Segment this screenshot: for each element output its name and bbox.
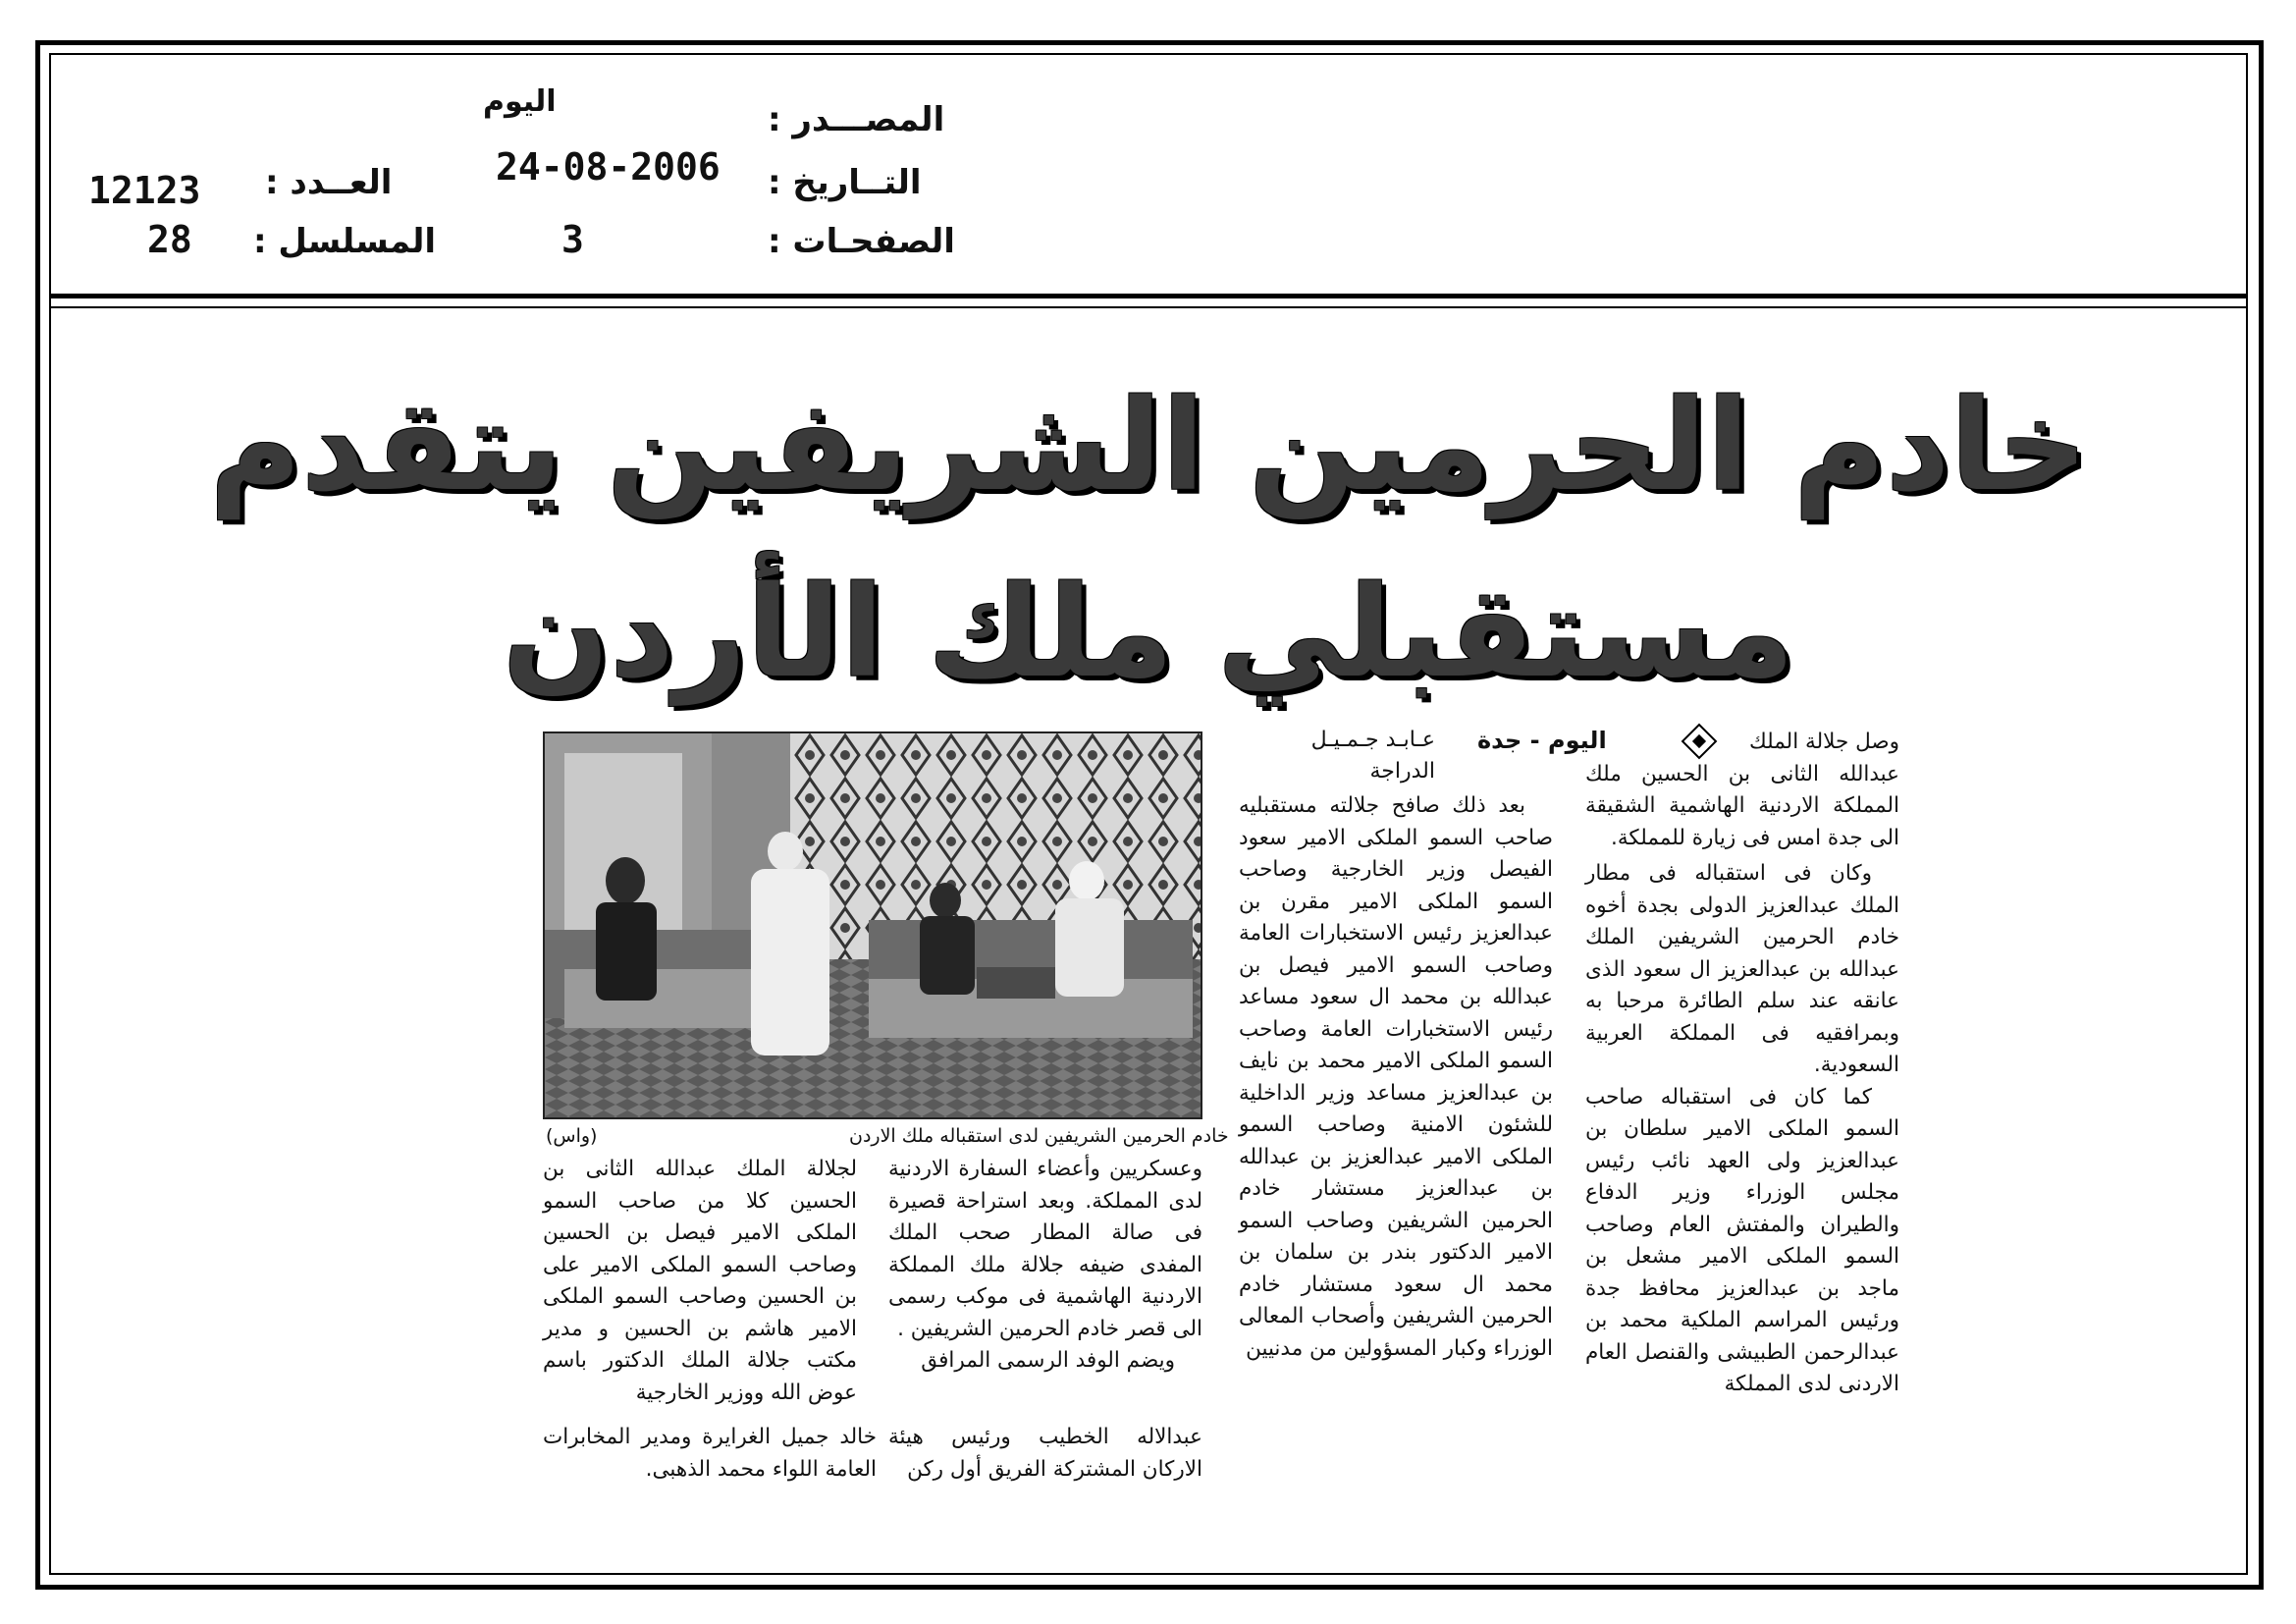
date-value: 24-08-2006 (496, 145, 721, 189)
byline-author-name: عـابـد جـمـيـل (1310, 728, 1435, 752)
paragraph-tail-right: عبدالاله الخطيب ورئيس هيئة الاركان المشتركة الفريق أول ركن (888, 1425, 1202, 1482)
pages-value: 3 (561, 218, 584, 261)
header-divider-thin (49, 306, 2248, 308)
article-column-3-tail (888, 1422, 1202, 1486)
paragraph-motorcade: وعسكريين وأعضاء السفارة الاردنية لدى المملكة. وبعد استراحة قصيرة فى صالة المطار صحب الملك المفدى ضيفه جلالة ملك المملكة الاردنية الهاشمية فى موكب رسمى الى قصر خادم الحرمين الشريفين . (888, 1157, 1202, 1341)
paragraph-reception: كما كان فى استقباله صاحب السمو الملكى الامير سلطان بن عبدالعزيز ولى العهد نائب رئيس مجلس الوزراء وزير الدفاع والطيران والمفتش العام وصاحب السمو الملكى الامير مشعل بن ماجد بن عبدالعزيز محافظ جدة ورئيس المراسم الملكية محمد بن عبدالرحمن الطبيشى والقنصل العام الاردنى لدى المملكة (1585, 1084, 1899, 1396)
paragraph-delegation-members: لجلالة الملك عبدالله الثانى بن الحسين كلا من صاحب السمو الملكى الامير فيصل بن الحسين وصاحب السمو الملكى الامير على بن الحسين وصاحب السمو الملكى الامير هاشم بن الحسين و مدير مكتب جلالة الملك الدكتور باسم عوض الله ووزير الخارجية (543, 1157, 857, 1405)
paragraph-delegation: ويضم الوفد الرسمى المرافق (921, 1348, 1175, 1373)
serial-value: 28 (147, 218, 192, 261)
byline-location: اليوم - جدة (1477, 727, 1607, 754)
photo-credit: (واس) (546, 1125, 598, 1147)
pages-label: الصفحـات : (768, 222, 955, 261)
article-column-4-tail (543, 1422, 877, 1486)
date-label: التــاريخ : (768, 163, 922, 202)
issue-label: العــدد : (265, 163, 393, 202)
lead-paragraph: عبدالله الثانى بن الحسين ملك المملكة الاردنية الهاشمية الشقيقة الى جدة امس فى زيارة للمملكة. (1585, 761, 1899, 850)
paragraph-handshake: بعد ذلك صافح جلالته مستقبليه صاحب السمو الملكى الامير سعود الفيصل وزير الخارجية وصاحب السمو الملكى الامير مقرن بن عبدالعزيز رئيس الاستخبارات العامة وصاحب السمو الامير فيصل بن عبدالله بن محمد ال سعود مساعد رئيس الاستخبارات العامة وصاحب السمو الملكى الامير محمد بن نايف بن عبدالعزيز مساعد وزير الداخلية للشئون الامنية وصاحب السمو الملكى الامير عبدالعزيز بن عبدالله بن عبدالعزيز مستشار خادم الحرمين الشريفين وصاحب السمو الامير الدكتور بندر بن سلمان بن محمد ال سعود مستشار خادم الحرمين الشريفين وأصحاب المعالى الوزراء وكبار المسؤولين من مدنيين (1239, 793, 1553, 1361)
byline-author (1239, 725, 1435, 787)
issue-value: 12123 (88, 169, 201, 212)
article-column-1 (1585, 727, 1899, 1401)
serial-label: المسلسل : (253, 222, 437, 261)
byline-author-surname: الدراجة (1369, 759, 1435, 784)
photo-caption: خادم الحرمين الشريفين لدى استقباله ملك الاردن (849, 1125, 1229, 1147)
article-column-3 (888, 1154, 1202, 1378)
source-label: المصـــدر : (768, 100, 945, 139)
news-photo (543, 731, 1202, 1119)
source-value: اليوم (483, 84, 557, 119)
lead-paragraph-start: وصل جلالة الملك (1749, 730, 1899, 754)
article-column-2 (1239, 790, 1553, 1365)
article-column-4 (543, 1154, 857, 1409)
paragraph-tail-left: خالد جميل الغرايرة ومدير المخابرات العامة اللواء محمد الذهبى. (543, 1425, 877, 1482)
photo-illustration (545, 733, 1201, 1117)
article-headline: خادم الحرمين الشريفين يتقدم مستقبلي ملك الأردن (209, 373, 2088, 706)
paragraph-airport: وكان فى استقباله فى مطار الملك عبدالعزيز الدولى بجدة أخوه خادم الحرمين الشريفين الملك عبدالله بن عبدالعزيز ال سعود الذى عانقه عند سلم الطائرة مرحبا به وبمرافقيه فى المملكة العربية السعودية. (1585, 861, 1899, 1077)
header-divider (49, 294, 2248, 298)
